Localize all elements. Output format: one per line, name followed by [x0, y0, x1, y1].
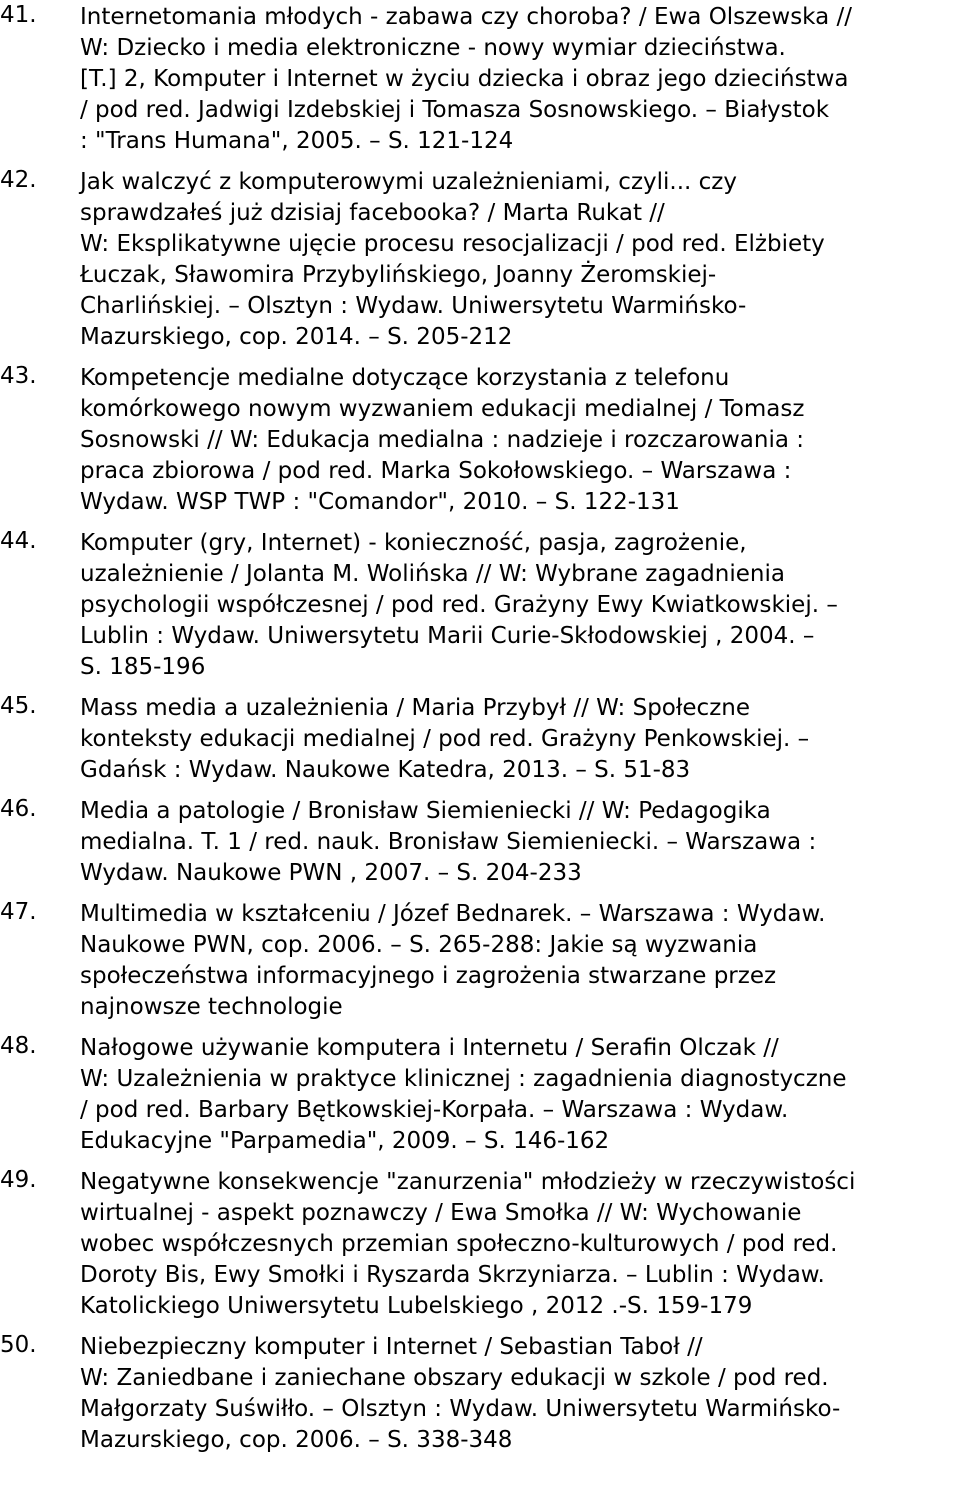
entry-line: Edukacyjne "Parpamedia", 2009. – S. 146-162	[80, 1128, 610, 1154]
entry-line: W: Zaniedbane i zaniechane obszary edukacji w szkole / pod red.	[80, 1365, 829, 1391]
entry-line: Media a patologie / Bronisław Siemieniecki // W: Pedagogika	[80, 798, 771, 824]
entry-line: Doroty Bis, Ewy Smołki i Ryszarda Skrzyniarza. – Lublin : Wydaw.	[80, 1262, 825, 1288]
entry-line: Łuczak, Sławomira Przybylińskiego, Joanny Żeromskiej-	[80, 262, 717, 288]
entry-line: sprawdzałeś już dzisiaj facebooka? / Marta Rukat //	[80, 200, 665, 226]
entry-line: Multimedia w kształceniu / Józef Bednarek. – Warszawa : Wydaw.	[80, 901, 826, 927]
entry-line: Mass media a uzależnienia / Maria Przybył // W: Społeczne	[80, 695, 750, 721]
entry-number: 48.	[0, 1033, 37, 1059]
entry-text	[80, 167, 950, 353]
entry-line: Naukowe PWN, cop. 2006. – S. 265-288: Jakie są wyzwania	[80, 932, 758, 958]
entry-49	[0, 1167, 960, 1322]
entry-number: 42.	[0, 167, 37, 193]
entry-text	[80, 1167, 950, 1322]
entry-text	[80, 693, 950, 786]
entry-line: Kompetencje medialne dotyczące korzystania z telefonu	[80, 365, 730, 391]
entry-number: 47.	[0, 899, 37, 925]
entry-text	[80, 899, 950, 1023]
entry-line: Nałogowe używanie komputera i Internetu / Serafin Olczak //	[80, 1035, 779, 1061]
entry-line: najnowsze technologie	[80, 994, 343, 1020]
entry-line: Mazurskiego, cop. 2006. – S. 338-348	[80, 1427, 513, 1453]
entry-text	[80, 528, 950, 683]
entry-line: [T.] 2, Komputer i Internet w życiu dziecka i obraz jego dzieciństwa	[80, 66, 849, 92]
entry-line: S. 185-196	[80, 654, 206, 680]
entry-line: komórkowego nowym wyzwaniem edukacji medialnej / Tomasz	[80, 396, 805, 422]
entry-44	[0, 528, 960, 683]
entry-line: Komputer (gry, Internet) - konieczność, pasja, zagrożenie,	[80, 530, 747, 556]
entry-43	[0, 363, 960, 518]
entry-line: wobec współczesnych przemian społeczno-kulturowych / pod red.	[80, 1231, 838, 1257]
entry-line: medialna. T. 1 / red. nauk. Bronisław Siemieniecki. – Warszawa :	[80, 829, 817, 855]
entry-number: 49.	[0, 1167, 37, 1193]
entry-number: 46.	[0, 796, 37, 822]
entry-line: Internetomania młodych - zabawa czy choroba? / Ewa Olszewska //	[80, 4, 853, 30]
entry-text	[80, 2, 950, 157]
entry-line: Wydaw. WSP TWP : "Comandor", 2010. – S. 122-131	[80, 489, 680, 515]
entry-line: Katolickiego Uniwersytetu Lubelskiego , 2012 .-S. 159-179	[80, 1293, 753, 1319]
entry-number: 50.	[0, 1332, 37, 1358]
entry-line: Niebezpieczny komputer i Internet / Sebastian Taboł //	[80, 1334, 703, 1360]
entry-line: psychologii współczesnej / pod red. Grażyny Ewy Kwiatkowskiej. –	[80, 592, 838, 618]
entry-line: / pod red. Jadwigi Izdebskiej i Tomasza Sosnowskiego. – Białystok	[80, 97, 830, 123]
entry-41	[0, 2, 960, 157]
entry-text	[80, 1033, 950, 1157]
entry-number: 43.	[0, 363, 37, 389]
entry-46	[0, 796, 960, 889]
entry-line: Lublin : Wydaw. Uniwersytetu Marii Curie-Skłodowskiej , 2004. –	[80, 623, 815, 649]
entry-line: W: Dziecko i media elektroniczne - nowy wymiar dzieciństwa.	[80, 35, 786, 61]
entry-line: W: Uzależnienia w praktyce klinicznej : zagadnienia diagnostyczne	[80, 1066, 847, 1092]
entry-line: uzależnienie / Jolanta M. Wolińska // W: Wybrane zagadnienia	[80, 561, 785, 587]
entry-line: : "Trans Humana", 2005. – S. 121-124	[80, 128, 514, 154]
entry-45	[0, 693, 960, 786]
entry-50	[0, 1332, 960, 1456]
entry-line: Sosnowski // W: Edukacja medialna : nadzieje i rozczarowania :	[80, 427, 805, 453]
entry-number: 41.	[0, 2, 37, 28]
entry-line: praca zbiorowa / pod red. Marka Sokołowskiego. – Warszawa :	[80, 458, 792, 484]
entry-line: Jak walczyć z komputerowymi uzależnieniami, czyli... czy	[80, 169, 737, 195]
entry-number: 44.	[0, 528, 37, 554]
entry-42	[0, 167, 960, 353]
entry-text	[80, 363, 950, 518]
entry-line: Charlińskiej. – Olsztyn : Wydaw. Uniwersytetu Warmińsko-	[80, 293, 747, 319]
entry-line: Mazurskiego, cop. 2014. – S. 205-212	[80, 324, 513, 350]
entry-48	[0, 1033, 960, 1157]
entry-text	[80, 796, 950, 889]
entry-47	[0, 899, 960, 1023]
entry-line: konteksty edukacji medialnej / pod red. Grażyny Penkowskiej. –	[80, 726, 810, 752]
entry-number: 45.	[0, 693, 37, 719]
entry-line: wirtualnej - aspekt poznawczy / Ewa Smołka // W: Wychowanie	[80, 1200, 802, 1226]
entry-line: Negatywne konsekwencje "zanurzenia" młodzieży w rzeczywistości	[80, 1169, 856, 1195]
entry-line: Małgorzaty Suświłło. – Olsztyn : Wydaw. Uniwersytetu Warmińsko-	[80, 1396, 841, 1422]
entry-line: społeczeństwa informacyjnego i zagrożenia stwarzane przez	[80, 963, 777, 989]
entry-text	[80, 1332, 950, 1456]
entry-line: Wydaw. Naukowe PWN , 2007. – S. 204-233	[80, 860, 582, 886]
entry-line: / pod red. Barbary Bętkowskiej-Korpała. – Warszawa : Wydaw.	[80, 1097, 789, 1123]
entry-line: Gdańsk : Wydaw. Naukowe Katedra, 2013. – S. 51-83	[80, 757, 691, 783]
entry-line: W: Eksplikatywne ujęcie procesu resocjalizacji / pod red. Elżbiety	[80, 231, 825, 257]
